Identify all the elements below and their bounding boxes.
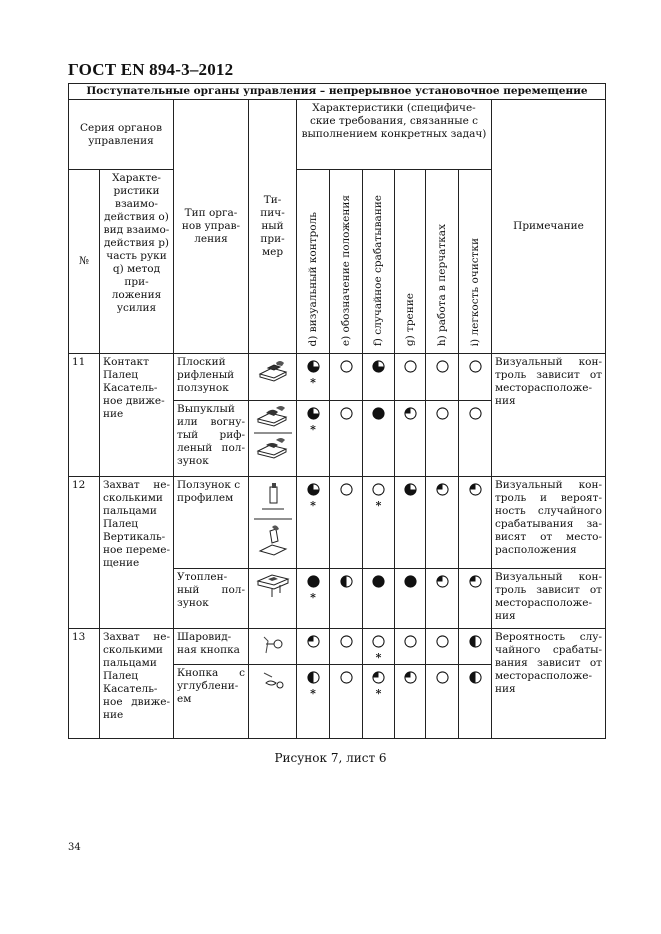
recessed-slider-illustration bbox=[254, 571, 292, 601]
rating-3q-icon bbox=[307, 407, 320, 420]
rating-3q-icon bbox=[404, 483, 417, 496]
example-image bbox=[249, 477, 297, 569]
control-type: Утоплен-ный пол-зунок bbox=[174, 569, 249, 629]
symbol-cell bbox=[330, 665, 363, 739]
row-characteristics: Контакт Палец Касатель-ное движе-ние bbox=[100, 354, 174, 477]
symbol-cell bbox=[363, 354, 395, 401]
control-type: Шаровид-ная кнопка bbox=[174, 629, 249, 665]
rating-3q-icon bbox=[307, 483, 320, 496]
rating-empty-icon bbox=[340, 635, 353, 648]
symbol-cell bbox=[330, 629, 363, 665]
symbol-cell bbox=[330, 477, 363, 569]
rating-half-icon bbox=[307, 671, 320, 684]
dimpled-button-illustration bbox=[256, 667, 290, 693]
row-characteristics: Захват не-сколькими пальцами Палец Касатель-ное движе-ние bbox=[100, 629, 174, 739]
row-note: Визуальный кон-троль зависит от месторасположе-ния bbox=[492, 354, 606, 477]
rating-full-icon bbox=[372, 575, 385, 588]
rating-1q-icon bbox=[469, 483, 482, 496]
symbol-cell bbox=[459, 401, 492, 477]
symbol-cell bbox=[395, 569, 426, 629]
header-col-d: d) визуальный контроль bbox=[297, 170, 330, 354]
rating-empty-icon bbox=[372, 483, 385, 496]
symbol-cell bbox=[426, 629, 459, 665]
symbol-cell bbox=[459, 629, 492, 665]
header-series: Серия органов управления bbox=[69, 100, 174, 170]
symbol-cell bbox=[297, 354, 330, 401]
header-requirements: Характеристики (специфиче-ские требования, связанные с выполнением конкретных задач) bbox=[297, 100, 492, 170]
symbol-cell bbox=[395, 354, 426, 401]
symbol-cell bbox=[297, 629, 330, 665]
rating-1q-icon bbox=[436, 575, 449, 588]
rating-empty-icon bbox=[436, 360, 449, 373]
rating-empty-icon bbox=[404, 360, 417, 373]
control-type: Выпуклый или вогну-тый риф-леный пол-зунок bbox=[174, 401, 249, 477]
asterisk-icon: * bbox=[375, 499, 382, 512]
table-caption: Поступательные органы управления – непрерывное установочное перемещение bbox=[69, 84, 606, 100]
asterisk-icon: * bbox=[375, 687, 382, 700]
symbol-cell bbox=[330, 569, 363, 629]
row-characteristics: Захват не-сколькими пальцами Палец Вертикаль-ное переме-щение bbox=[100, 477, 174, 629]
header-col-g: g) трение bbox=[395, 170, 426, 354]
symbol-cell bbox=[330, 401, 363, 477]
example-image bbox=[249, 401, 297, 477]
symbol-cell bbox=[459, 665, 492, 739]
header-number: № bbox=[69, 170, 100, 354]
symbol-cell bbox=[363, 569, 395, 629]
symbol-cell bbox=[363, 477, 395, 569]
asterisk-icon: * bbox=[310, 499, 316, 512]
rating-empty-icon bbox=[404, 635, 417, 648]
profile-slider-illustration bbox=[254, 479, 292, 563]
convex-slider-illustration bbox=[254, 403, 292, 467]
control-type: Плоский рифленый ползунок bbox=[174, 354, 249, 401]
rating-empty-icon bbox=[436, 635, 449, 648]
rating-empty-icon bbox=[372, 635, 385, 648]
controls-table bbox=[68, 83, 606, 739]
symbol-cell bbox=[395, 401, 426, 477]
symbol-cell bbox=[363, 401, 395, 477]
rating-1q-icon bbox=[469, 575, 482, 588]
example-image bbox=[249, 354, 297, 401]
table-row bbox=[69, 354, 606, 401]
symbol-cell bbox=[426, 665, 459, 739]
rating-1q-icon bbox=[404, 407, 417, 420]
row-number: 11 bbox=[69, 354, 100, 477]
symbol-cell bbox=[426, 569, 459, 629]
page-number: 34 bbox=[68, 842, 81, 853]
header-col-f: f) случайное срабатывание bbox=[363, 170, 395, 354]
asterisk-icon: * bbox=[310, 687, 316, 700]
symbol-cell bbox=[426, 477, 459, 569]
rating-half-icon bbox=[469, 671, 482, 684]
ball-button-illustration bbox=[256, 631, 290, 657]
example-image bbox=[249, 569, 297, 629]
symbol-cell bbox=[459, 354, 492, 401]
rating-half-icon bbox=[469, 635, 482, 648]
table-row bbox=[69, 477, 606, 569]
header-type: Тип орга-нов управ-ления bbox=[174, 100, 249, 354]
symbol-cell bbox=[363, 665, 395, 739]
control-type: Ползунок с профилем bbox=[174, 477, 249, 569]
symbol-cell bbox=[459, 569, 492, 629]
figure-caption: Рисунок 7, лист 6 bbox=[274, 751, 387, 765]
rating-empty-icon bbox=[340, 360, 353, 373]
symbol-cell bbox=[395, 629, 426, 665]
table-row bbox=[69, 629, 606, 665]
example-image bbox=[249, 629, 297, 665]
rating-3q-icon bbox=[372, 360, 385, 373]
row-note: Вероятность слу-чайного срабаты-вания зависит от месторасположе-ния bbox=[492, 629, 606, 739]
header-note: Примечание bbox=[492, 100, 606, 354]
asterisk-icon: * bbox=[375, 651, 382, 664]
symbol-cell bbox=[426, 401, 459, 477]
symbol-cell bbox=[297, 401, 330, 477]
rating-empty-icon bbox=[340, 483, 353, 496]
standard-title: ГОСТ EN 894-3–2012 bbox=[68, 60, 234, 79]
rating-empty-icon bbox=[469, 360, 482, 373]
rating-empty-icon bbox=[436, 671, 449, 684]
symbol-cell bbox=[395, 665, 426, 739]
rating-empty-icon bbox=[340, 407, 353, 420]
row-number: 12 bbox=[69, 477, 100, 629]
row-note: Визуальный кон-троль и вероят-ность случайного срабатывания за-висят от место-расположения bbox=[492, 477, 606, 569]
rating-1q-icon bbox=[436, 483, 449, 496]
symbol-cell bbox=[395, 477, 426, 569]
symbol-cell bbox=[459, 477, 492, 569]
rating-1q-icon bbox=[372, 671, 385, 684]
symbol-cell bbox=[363, 629, 395, 665]
header-example: Ти-пич-ный при-мер bbox=[249, 100, 297, 354]
rating-full-icon bbox=[404, 575, 417, 588]
rating-1q-icon bbox=[307, 635, 320, 648]
header-characteristics: Характе-ристики взаимо-действия о) вид взаимо-действия p) часть руки q) метод при-ложения усилия bbox=[100, 170, 174, 354]
control-type: Кнопка с углублени-ем bbox=[174, 665, 249, 739]
rating-empty-icon bbox=[340, 671, 353, 684]
example-image bbox=[249, 665, 297, 739]
asterisk-icon: * bbox=[310, 423, 316, 436]
rating-1q-icon bbox=[404, 671, 417, 684]
symbol-cell bbox=[330, 354, 363, 401]
rating-empty-icon bbox=[436, 407, 449, 420]
row-note: Визуальный кон-троль зависит от месторасположе-ния bbox=[492, 569, 606, 629]
rating-empty-icon bbox=[469, 407, 482, 420]
symbol-cell bbox=[297, 477, 330, 569]
asterisk-icon: * bbox=[310, 591, 316, 604]
asterisk-icon: * bbox=[310, 376, 316, 389]
row-number: 13 bbox=[69, 629, 100, 739]
rating-full-icon bbox=[307, 575, 320, 588]
header-col-e: e) обозначение положения bbox=[330, 170, 363, 354]
header-col-i: i) легкость очистки bbox=[459, 170, 492, 354]
rating-full-icon bbox=[372, 407, 385, 420]
rating-half-icon bbox=[340, 575, 353, 588]
header-col-h: h) работа в перчатках bbox=[426, 170, 459, 354]
symbol-cell bbox=[297, 569, 330, 629]
rating-3q-icon bbox=[307, 360, 320, 373]
symbol-cell bbox=[426, 354, 459, 401]
symbol-cell bbox=[297, 665, 330, 739]
flat-slider-illustration bbox=[256, 356, 290, 386]
